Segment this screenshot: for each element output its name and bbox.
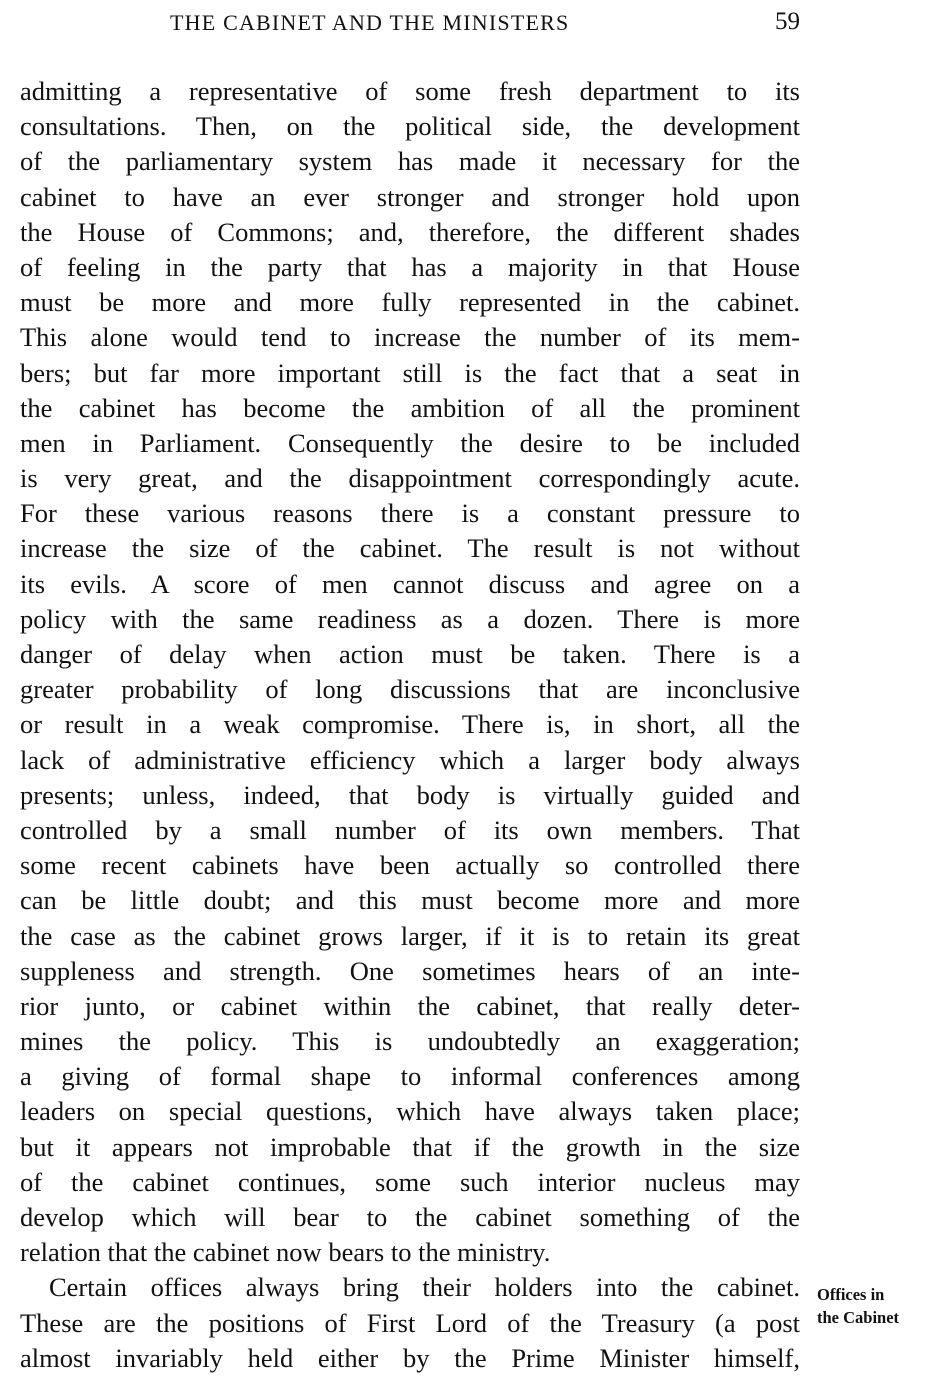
text-line: but it appears not improbable that if the growth in the size xyxy=(20,1131,800,1162)
text-line: of the parliamentary system has made it necessary for the xyxy=(20,146,800,177)
text-line: cabinet to have an ever stronger and stronger hold upon xyxy=(20,181,800,212)
text-line: greater probability of long discussions that are inconclusive xyxy=(20,674,800,705)
text-line: of feeling in the party that has a majority in that House xyxy=(20,251,800,282)
text-line: This alone would tend to increase the number of its mem- xyxy=(20,322,800,353)
text-line: its evils. A score of men cannot discuss and agree on a xyxy=(20,568,800,599)
text-line: some recent cabinets have been actually so controlled there xyxy=(20,850,800,881)
text-line: These are the positions of First Lord of the Treasury (a post xyxy=(20,1307,800,1338)
text-line: can be little doubt; and this must become more and more xyxy=(20,885,800,916)
text-line: the case as the cabinet grows larger, if it is to retain its great xyxy=(20,920,800,951)
text-line: admitting a representative of some fresh department to its xyxy=(20,76,800,106)
text-line: presents; unless, indeed, that body is virtually guided and xyxy=(20,779,800,810)
text-line: develop which will bear to the cabinet something of the xyxy=(20,1202,800,1232)
text-line: mines the policy. This is undoubtedly an exaggeration; xyxy=(20,1026,800,1057)
text-line: policy with the same readiness as a dozen. There is more xyxy=(20,603,800,634)
text-line: lack of administrative efficiency which a larger body always xyxy=(20,744,800,775)
text-line: is very great, and the disappointment correspondingly acute. xyxy=(20,463,800,494)
text-line: of the cabinet continues, some such interior nucleus may xyxy=(20,1166,800,1197)
text-line: bers; but far more important still is the fact that a seat in xyxy=(20,357,800,388)
text-line: suppleness and strength. One sometimes hears of an inte- xyxy=(20,955,800,986)
text-line: increase the size of the cabinet. The result is not without xyxy=(20,533,800,564)
paragraph-end-line: relation that the cabinet now bears to the ministry. xyxy=(20,1237,551,1268)
text-line: the House of Commons; and, therefore, the different shades xyxy=(20,216,800,247)
text-line: or result in a weak compromise. There is, in short, all the xyxy=(20,709,800,740)
margin-note xyxy=(817,1284,942,1329)
margin-note-line: the Cabinet xyxy=(817,1308,900,1327)
text-line: leaders on special questions, which have always taken place; xyxy=(20,1096,800,1127)
page-number: 59 xyxy=(775,8,800,35)
text-line: For these various reasons there is a constant pressure to xyxy=(20,498,800,529)
text-line: the cabinet has become the ambition of all the prominent xyxy=(20,392,800,423)
text-line: almost invariably held either by the Prime Minister himself, xyxy=(20,1342,800,1373)
text-line: controlled by a small number of its own members. That xyxy=(20,814,800,845)
text-line: rior junto, or cabinet within the cabinet, that really deter- xyxy=(20,990,800,1021)
text-line: must be more and more fully represented in the cabinet. xyxy=(20,287,800,318)
page-header xyxy=(20,6,800,40)
text-line: consultations. Then, on the political side, the development xyxy=(20,111,800,142)
running-head: THE CABINET AND THE MINISTERS xyxy=(170,10,570,35)
paragraph-start-line: Certain offices always bring their holders into the cabinet. xyxy=(49,1272,800,1303)
body-text xyxy=(20,74,800,1376)
text-line: men in Parliament. Consequently the desire to be included xyxy=(20,427,800,458)
text-line: a giving of formal shape to informal conferences among xyxy=(20,1061,800,1092)
margin-note-line: Offices in xyxy=(817,1285,885,1304)
text-line: danger of delay when action must be taken. There is a xyxy=(20,639,800,669)
